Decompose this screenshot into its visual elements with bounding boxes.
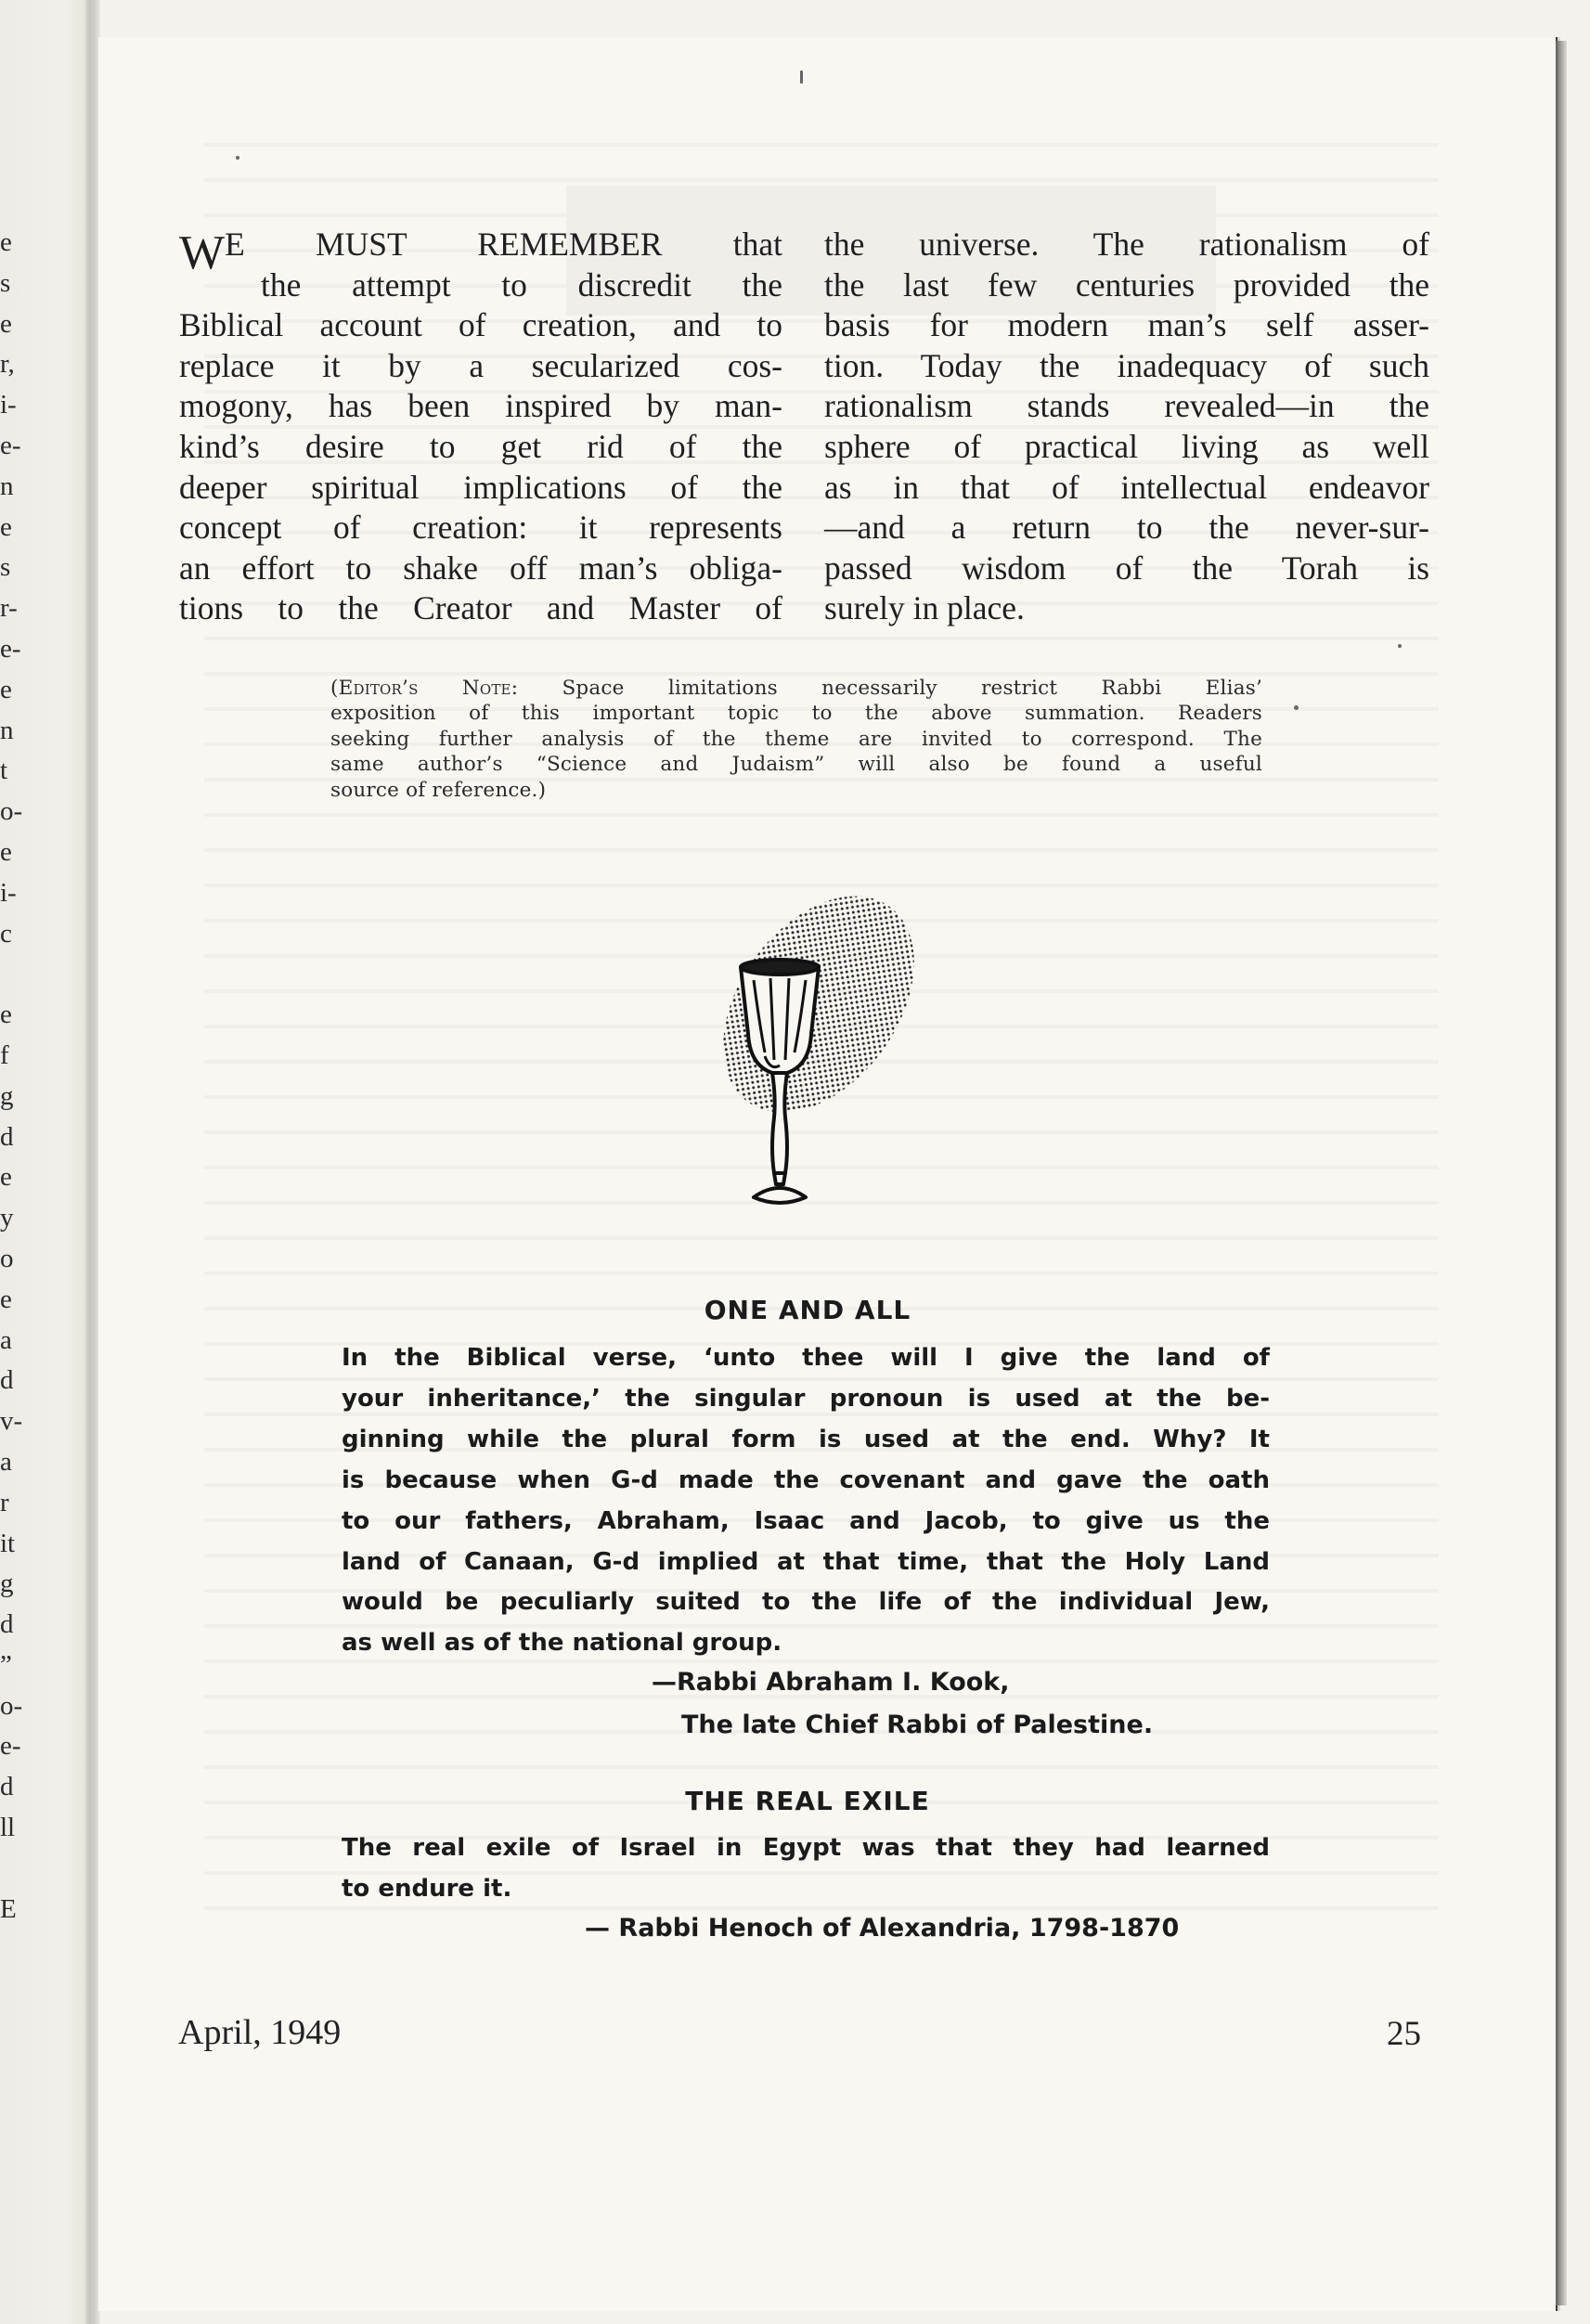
left-page-fragment: e- (0, 1731, 21, 1762)
left-page-fragment: e (0, 1000, 12, 1030)
left-page-fragment: d (0, 1772, 14, 1802)
quote-attribution: — Rabbi Henoch of Alexandria, 1798-1870 (585, 1914, 1180, 1943)
left-page-fragment: d (0, 1609, 14, 1640)
left-page-fragment: o- (0, 796, 23, 827)
article-line: surely in place. (824, 589, 1025, 627)
drop-cap: W (179, 226, 224, 279)
goblet-illustration (698, 874, 943, 1218)
quote-line: your inheritance,’ the singular pronoun is used at the be- (342, 1384, 1270, 1413)
quote-block (342, 1828, 1270, 1910)
article-line: —and a return to the never-sur- (824, 509, 1429, 547)
article-left-column (179, 225, 782, 629)
stipple-halo (698, 874, 943, 1148)
article-line: as in that of intellectual endeavor (824, 468, 1429, 506)
quote-line: would be peculiarly suited to the life of the individual Jew, (342, 1588, 1270, 1617)
left-page-fragment: s (0, 552, 11, 583)
editors-note-line: source of reference.) (330, 778, 547, 802)
editors-note-text: : Space limitations necessarily restrict Rabbi Elias’ (511, 677, 1262, 700)
left-page-fragment: e (0, 674, 12, 704)
article-line: Biblical account of creation, and to (179, 306, 782, 344)
left-page-fragment: i- (0, 390, 17, 420)
left-page-fragment: s (0, 267, 11, 298)
left-page-fragment: r (0, 1487, 9, 1517)
left-page-fragment (0, 954, 19, 995)
quote-line: land of Canaan, G-d implied at that time, that the Holy Land (342, 1547, 1270, 1576)
article-line: tion. Today the inadequacy of such (824, 346, 1429, 384)
left-page-fragment: it (0, 1528, 16, 1558)
left-page-edge (0, 0, 91, 2324)
dust-speck (1398, 644, 1402, 648)
section-heading: THE REAL EXILE (685, 1786, 930, 1816)
dust-speck (800, 71, 803, 84)
issue-date: April, 1949 (178, 2013, 342, 2052)
left-page-fragment: ll (0, 1813, 16, 1843)
article-line: the universe. The rationalism of (824, 226, 1429, 263)
article-line: an effort to shake off man’s obliga- (179, 549, 782, 587)
left-page-fragment: i- (0, 877, 17, 908)
article-line: concept of creation: it represents (179, 509, 782, 547)
article-line: tions to the Creator and Master of (179, 589, 782, 627)
left-page-fragment (0, 1849, 19, 1890)
article-line: passed wisdom of the Torah is (824, 549, 1429, 587)
article-line: sphere of practical living as well (824, 427, 1429, 465)
article-line: deeper spiritual implications of the (179, 468, 782, 506)
article-line: the last few centuries provided the (824, 265, 1429, 303)
left-page-fragment: v- (0, 1406, 23, 1437)
editors-note (330, 676, 1262, 803)
section-heading: ONE AND ALL (704, 1295, 911, 1325)
quote-line: as well as of the national group. (342, 1629, 782, 1658)
page-number: 25 (1387, 2015, 1421, 2053)
left-page-fragment: e (0, 836, 12, 867)
left-page-fragment: f (0, 1039, 9, 1070)
left-page-fragment: o- (0, 1690, 23, 1721)
article-line: the attempt to discredit the (261, 265, 782, 303)
article-line: replace it by a secularized cos- (179, 346, 782, 384)
left-page-fragment: o (0, 1243, 14, 1273)
left-page-fragment: d (0, 1365, 14, 1396)
left-page-fragment: e- (0, 633, 21, 664)
left-page-fragment: c (0, 918, 12, 949)
article-right-column (824, 225, 1429, 629)
left-page-fragment: e (0, 1284, 12, 1314)
editors-note-line (330, 676, 1262, 701)
left-page-fragment: e (0, 227, 12, 257)
quote-line: In the Biblical verse, ‘unto thee will I give the land of (342, 1344, 1270, 1372)
editors-note-line: exposition of this important topic to the above summation. Readers (330, 702, 1262, 726)
dust-speck (1294, 705, 1299, 710)
left-page-fragment: e (0, 1162, 12, 1193)
left-page-fragment: a (0, 1324, 12, 1355)
left-page-fragment: g (0, 1569, 14, 1599)
left-page-fragment: r- (0, 593, 18, 624)
left-page-fragment: t (0, 755, 8, 786)
left-page-fragment: E (0, 1893, 17, 1924)
quote-line: ginning while the plural form is used at the end. Why? It (342, 1425, 1270, 1453)
left-page-fragment: ” (0, 1649, 12, 1680)
article-line (179, 225, 782, 279)
page-edge-shadow (1556, 41, 1567, 2305)
left-page-fragment: y (0, 1203, 14, 1233)
editors-note-label: Editor’s Note (338, 677, 511, 700)
quote-attribution-title: The late Chief Rabbi of Palestine. (681, 1711, 1154, 1739)
left-page-fragment: e (0, 308, 12, 339)
editors-note-line: seeking further analysis of the theme are invited to correspond. The (330, 727, 1262, 751)
left-page-text-fragments (0, 223, 23, 1930)
article-line: rationalism stands revealed—in the (824, 387, 1429, 425)
quote-line: to our fathers, Abraham, Isaac and Jacob, to give us the (342, 1506, 1270, 1535)
editors-note-open-paren: ( (330, 677, 339, 700)
editors-note-line: same author’s “Science and Judaism” will also be found a useful (330, 753, 1262, 777)
quote-line: is because when G-d made the covenant and gave the oath (342, 1465, 1270, 1494)
left-page-fragment: e (0, 511, 12, 542)
quote-attribution: —Rabbi Abraham I. Kook, (652, 1668, 1010, 1697)
left-page-fragment: a (0, 1446, 12, 1477)
quote-line: to endure it. (342, 1874, 512, 1903)
left-page-fragment: n (0, 715, 14, 745)
goblet-icon (698, 874, 943, 1218)
quote-line: The real exile of Israel in Egypt was that they had learned (342, 1834, 1270, 1862)
article-line-text: E MUST REMEMBER that (225, 226, 782, 263)
left-page-fragment: g (0, 1080, 14, 1111)
left-page-fragment: r, (0, 349, 15, 380)
article-line: mogony, has been inspired by man- (179, 387, 782, 425)
left-page-fragment: e- (0, 430, 21, 460)
dust-speck (236, 156, 239, 160)
left-page-fragment: n (0, 471, 14, 501)
article-line: basis for modern man’s self asser- (824, 306, 1429, 344)
article-line: kind’s desire to get rid of the (179, 427, 782, 465)
left-page-fragment: d (0, 1121, 14, 1152)
quote-block (342, 1338, 1270, 1664)
